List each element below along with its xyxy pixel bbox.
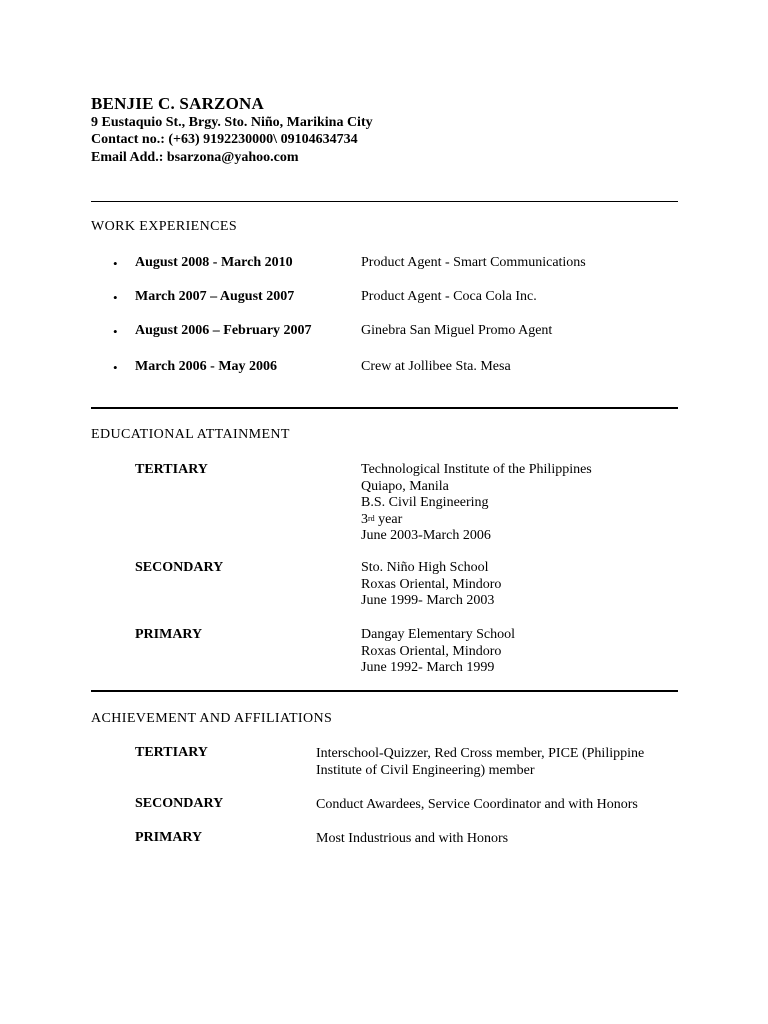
year-number: 3 (361, 511, 368, 527)
school-name: Sto. Niño High School (361, 560, 489, 575)
course-name: B.S. Civil Engineering (361, 495, 489, 511)
work-description: Ginebra San Miguel Promo Agent (361, 323, 553, 338)
bullet-icon: • (113, 290, 118, 305)
secondary-education-details (361, 560, 501, 610)
year-word: year (374, 511, 403, 527)
work-divider (91, 407, 678, 409)
email-line: Email Add.: bsarzona@yahoo.com (91, 150, 299, 165)
work-description: Crew at Jollibee Sta. Mesa (361, 359, 511, 374)
achievements-heading: ACHIEVEMENT AND AFFILIATIONS (91, 711, 333, 726)
contact-number-line: Contact no.: (+63) 9192230000\ 09104634734 (91, 132, 358, 147)
tertiary-education-details (361, 462, 592, 545)
applicant-name: BENJIE C. SARZONA (91, 94, 264, 113)
address-line: 9 Eustaquio St., Brgy. Sto. Niño, Marikina City (91, 115, 373, 130)
education-divider (91, 690, 678, 692)
achievement-line: Interschool-Quizzer, Red Cross member, PICE (Philippine (316, 746, 645, 761)
education-heading: EDUCATIONAL ATTAINMENT (91, 427, 290, 442)
achievement-line: Conduct Awardees, Service Coordinator and with Honors (316, 797, 638, 812)
primary-achievement-details (316, 830, 508, 847)
work-experiences-heading: WORK EXPERIENCES (91, 219, 238, 234)
school-location: Roxas Oriental, Mindoro (361, 643, 502, 659)
attendance-dates: June 1999- March 2003 (361, 593, 495, 609)
tertiary-achievement-label: TERTIARY (135, 745, 208, 760)
work-date: March 2006 - May 2006 (135, 359, 278, 374)
bullet-icon: • (113, 360, 118, 375)
year-level (361, 512, 592, 529)
achievement-line: Institute of Civil Engineering) member (316, 763, 535, 778)
school-location: Roxas Oriental, Mindoro (361, 576, 502, 592)
primary-achievement-label: PRIMARY (135, 830, 203, 845)
work-date: March 2007 – August 2007 (135, 289, 295, 304)
school-location: Quiapo, Manila (361, 478, 449, 494)
work-description: Product Agent - Smart Communications (361, 255, 586, 270)
attendance-dates: June 2003-March 2006 (361, 528, 491, 544)
primary-education-details (361, 627, 515, 677)
work-description: Product Agent - Coca Cola Inc. (361, 289, 537, 304)
attendance-dates: June 1992- March 1999 (361, 660, 495, 676)
primary-level-label: PRIMARY (135, 627, 203, 642)
tertiary-level-label: TERTIARY (135, 462, 208, 477)
school-name: Technological Institute of the Philippines (361, 462, 592, 477)
bullet-icon: • (113, 256, 118, 271)
secondary-achievement-label: SECONDARY (135, 796, 224, 811)
bullet-icon: • (113, 324, 118, 339)
secondary-achievement-details (316, 796, 638, 813)
work-date: August 2006 – February 2007 (135, 323, 312, 338)
header-divider (91, 201, 678, 202)
school-name: Dangay Elementary School (361, 627, 515, 642)
year-ordinal: rd (368, 513, 375, 523)
achievement-line: Most Industrious and with Honors (316, 831, 509, 846)
tertiary-achievement-details (316, 745, 644, 779)
work-date: August 2008 - March 2010 (135, 255, 293, 270)
secondary-level-label: SECONDARY (135, 560, 224, 575)
